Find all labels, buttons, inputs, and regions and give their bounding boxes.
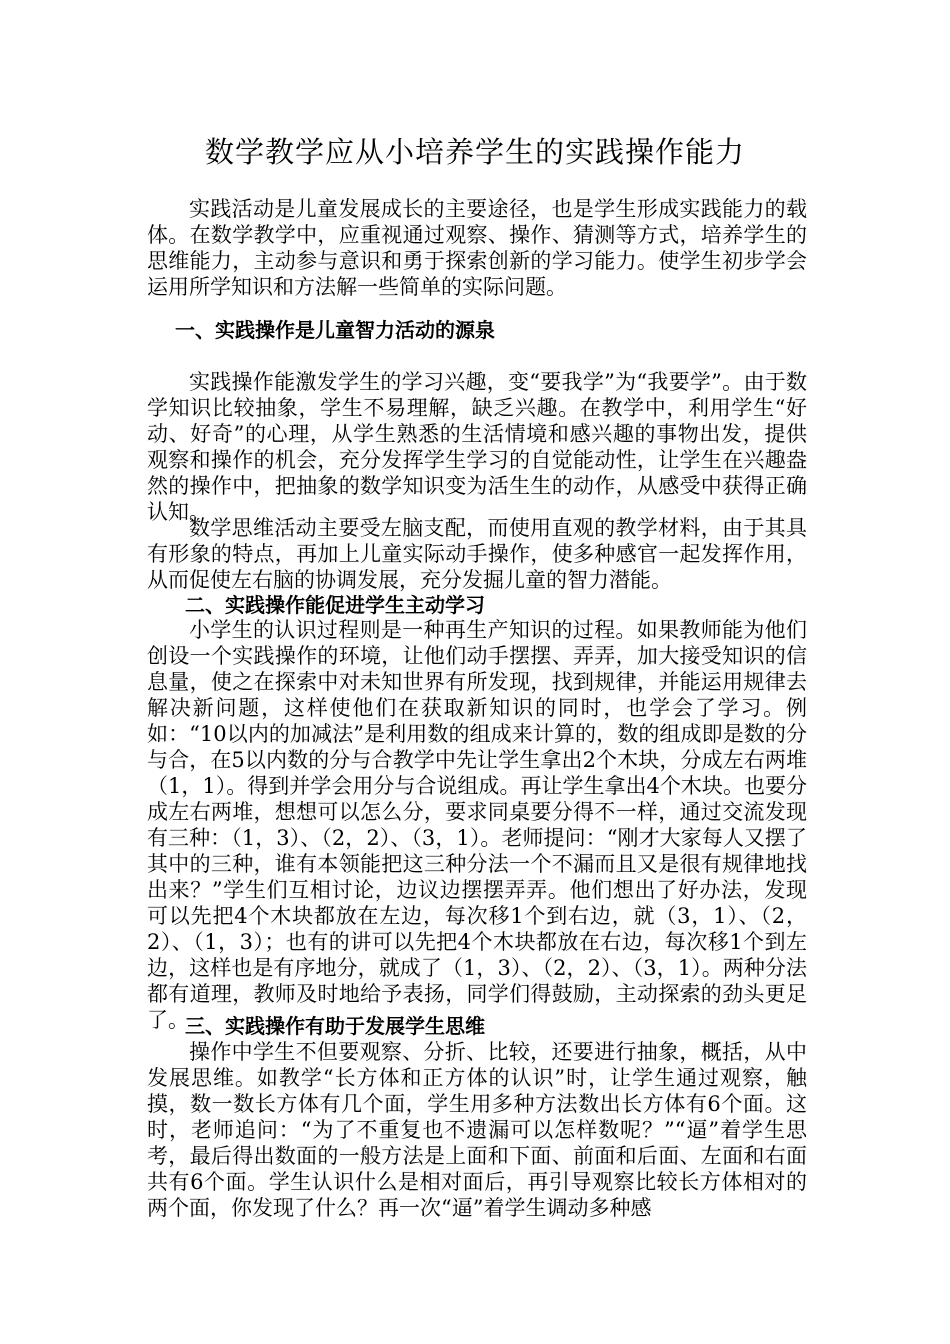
section-1-paragraph-2: 数学思维活动主要受左脑支配，而使用直观的教学材料，由于其具有形象的特点，再加上儿童实际动手操作，使多种感官一起发挥作用，从而促使左右脑的协调发展，充分发掘儿童的智力潜能。 (147, 516, 807, 592)
section-heading-2: 二、实践操作能促进学生主动学习 (185, 593, 485, 617)
section-3-paragraph-1: 操作中学生不但要观察、分折、比较，还要进行抽象，概括，从中发展思维。如教学“长方体和正方体的认识”时，让学生通过观察，触摸，数一数长方体有几个面，学生用多种方法数出长方体有6个面。这时，老师追问：“为了不重复也不遗漏可以怎样数呢？”“逼”着学生思考，最后得出数面的一般方法是上面和下面、前面和后面、左面和右面共有6个面。学生认识什么是相对面后，再引导观察比较长方体相对的两个面，你发现了什么？再一次“逼”着学生调动多种感 (147, 1040, 807, 1220)
intro-paragraph: 实践活动是儿童发展成长的主要途径，也是学生形成实践能力的载体。在数学教学中，应重视通过观察、操作、猜测等方式，培养学生的思维能力，主动参与意识和勇于探索创新的学习能力。使学生初步学会运用所学知识和方法解一些简单的实际问题。 (147, 197, 807, 299)
section-heading-3: 三、实践操作有助于发展学生思维 (185, 1014, 485, 1038)
document-title: 数学教学应从小培养学生的实践操作能力 (204, 135, 745, 169)
section-1-paragraph-1: 实践操作能激发学生的学习兴趣，变“要我学”为“我要学”。由于数学知识比较抽象，学生不易理解，缺乏兴趣。在教学中，利用学生“好动、好奇”的心理，从学生熟悉的生活情境和感兴趣的事物出发，提供观察和操作的机会，充分发挥学生学习的自觉能动性，让学生在兴趣盎然的操作中，把抽象的数学知识变为活生生的动作，从感受中获得正确认知。 (147, 370, 807, 524)
section-2-paragraph-1: 小学生的认识过程则是一种再生产知识的过程。如果教师能为他们创设一个实践操作的环境，让他们动手摆摆、弄弄，加大接受知识的信息量，使之在探索中对未知世界有所发现，找到规律，并能运用规律去解决新问题，这样使他们在获取新知识的同时，也学会了学习。例如：“10以内的加减法”是利用数的组成来计算的，数的组成即是数的分与合，在5以内数的分与合教学中先让学生拿出2个木块，分成左右两堆（1，1）。得到并学会用分与合说组成。再让学生拿出4个木块。也要分成左右两堆，想想可以怎么分，要求同桌要分得不一样，通过交流发现有三种：（1，3）、（2，2）、（3，1）。老师提问：“刚才大家每人又摆了其中的三种，谁有本领能把这三种分法一个不漏而且又是很有规律地找出来？”学生们互相讨论，边议边摆摆弄弄。他们想出了好办法，发现可以先把4个木块都放在左边，每次移1个到右边，就（3，1）、（2，2）、（1，3）；也有的讲可以先把4个木块都放在右边，每次移1个到左边，这样也是有序地分，就成了（1，3）、（2，2）、（3，1）。两种分法都有道理，教师及时地给予表扬，同学们得鼓励，主动探索的劲头更足了。 (147, 618, 807, 1032)
section-heading-1: 一、实践操作是儿童智力活动的源泉 (175, 318, 495, 342)
